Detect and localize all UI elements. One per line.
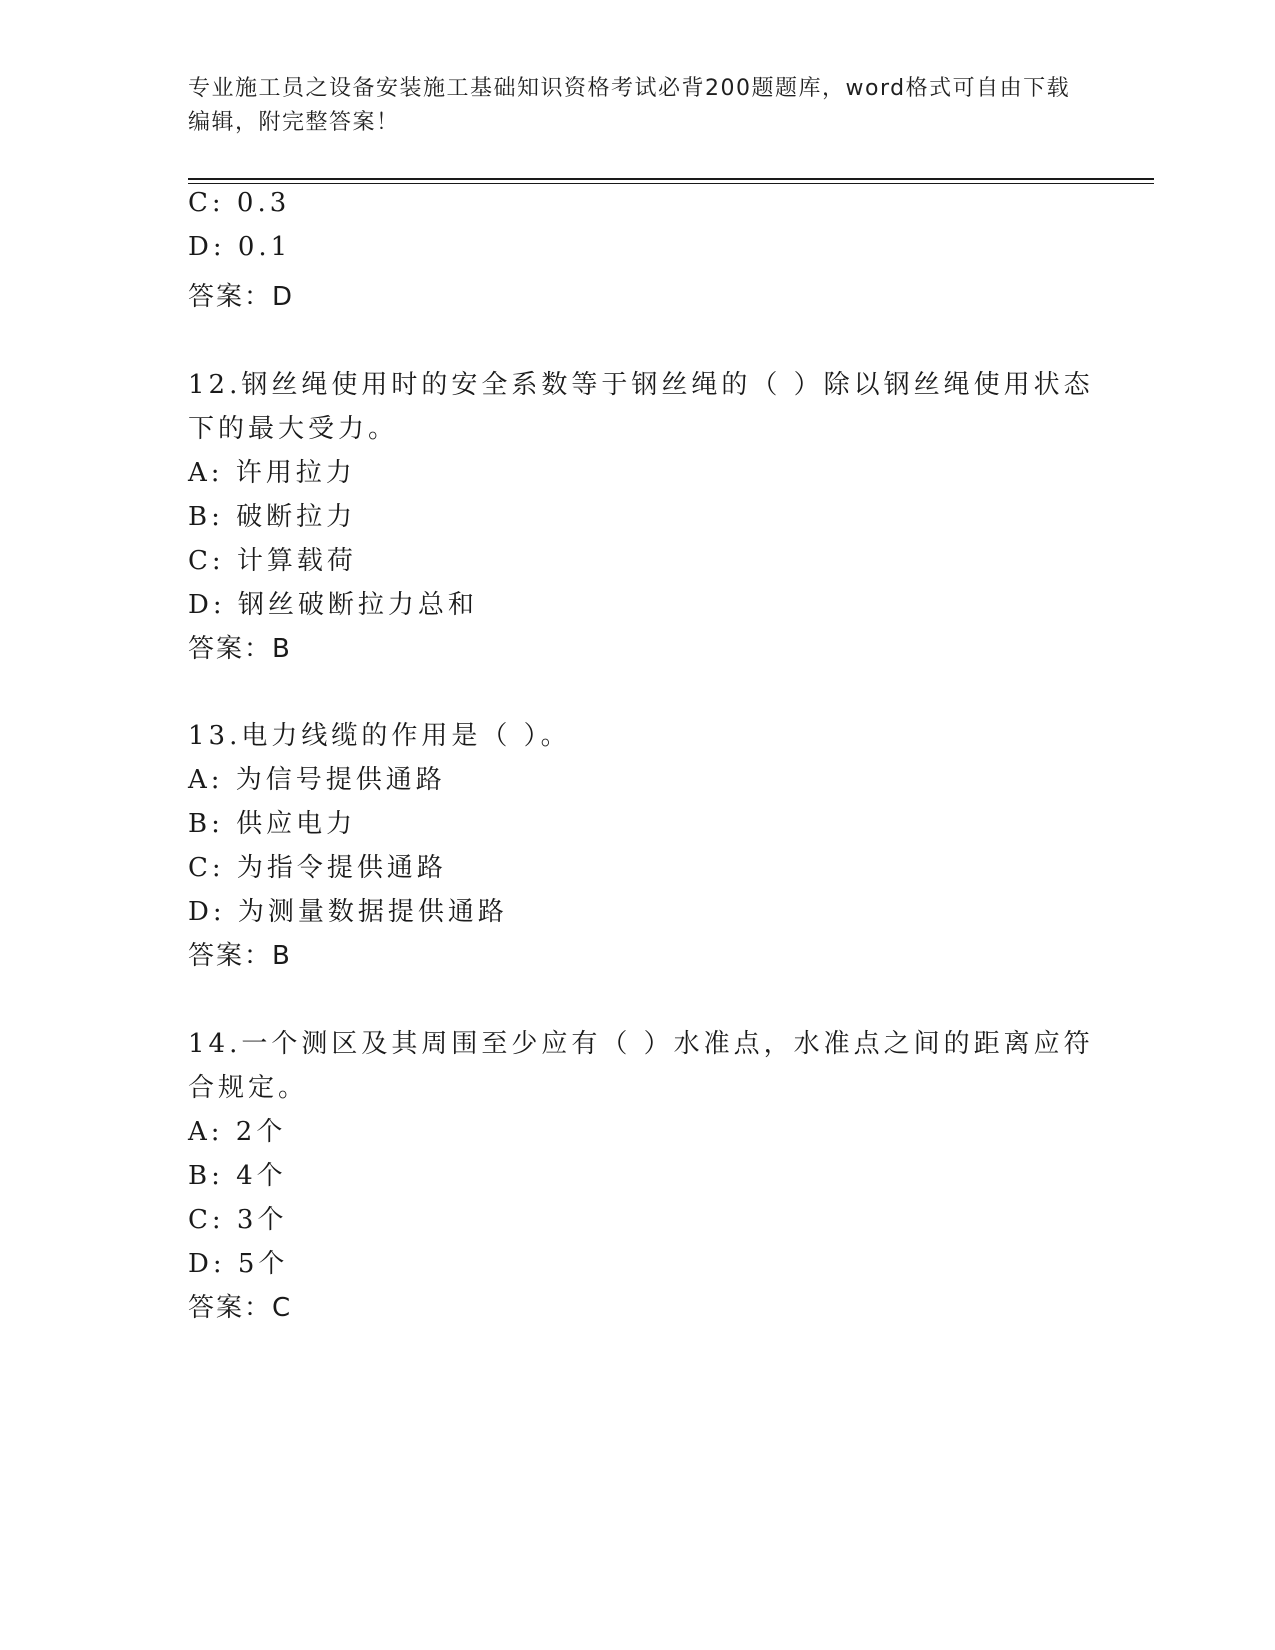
answer: 答案：B: [188, 634, 292, 664]
answer: 答案：D: [188, 282, 295, 312]
document-header: 专业施工员之设备安装施工基础知识资格考试必背200题题库，word格式可自由下载编辑，附完整答案！: [188, 76, 1071, 135]
option-a: A: 许用拉力: [188, 458, 356, 488]
option-b: B: 供应电力: [188, 809, 357, 839]
option-d: D: 钢丝破断拉力总和: [188, 590, 478, 620]
answer: 答案：B: [188, 941, 292, 971]
question-stem: 14.一个测区及其周围至少应有（ ）水准点，水准点之间的距离应符: [188, 1029, 1094, 1059]
option-c: C: 0.3: [188, 188, 291, 218]
question-stem-continued: 下的最大受力。: [188, 414, 399, 444]
option-b: B: 4个: [188, 1161, 287, 1191]
option-b: B: 破断拉力: [188, 502, 357, 532]
option-d: D: 5个: [188, 1249, 289, 1279]
option-a: A: 为信号提供通路: [188, 765, 446, 795]
option-c: C: 计算载荷: [188, 546, 357, 576]
option-d: D: 为测量数据提供通路: [188, 897, 508, 927]
question-stem: 13.电力线缆的作用是（ ）。: [188, 721, 571, 751]
option-d: D: 0.1: [188, 232, 292, 262]
question-stem: 12.钢丝绳使用时的安全系数等于钢丝绳的（ ）除以钢丝绳使用状态: [188, 370, 1094, 400]
header-divider: [188, 178, 1154, 180]
header-divider-thin: [188, 183, 1154, 184]
answer: 答案：C: [188, 1293, 293, 1323]
option-c: C: 为指令提供通路: [188, 853, 447, 883]
question-stem-continued: 合规定。: [188, 1073, 309, 1103]
option-c: C: 3个: [188, 1205, 288, 1235]
option-a: A: 2个: [188, 1117, 287, 1147]
